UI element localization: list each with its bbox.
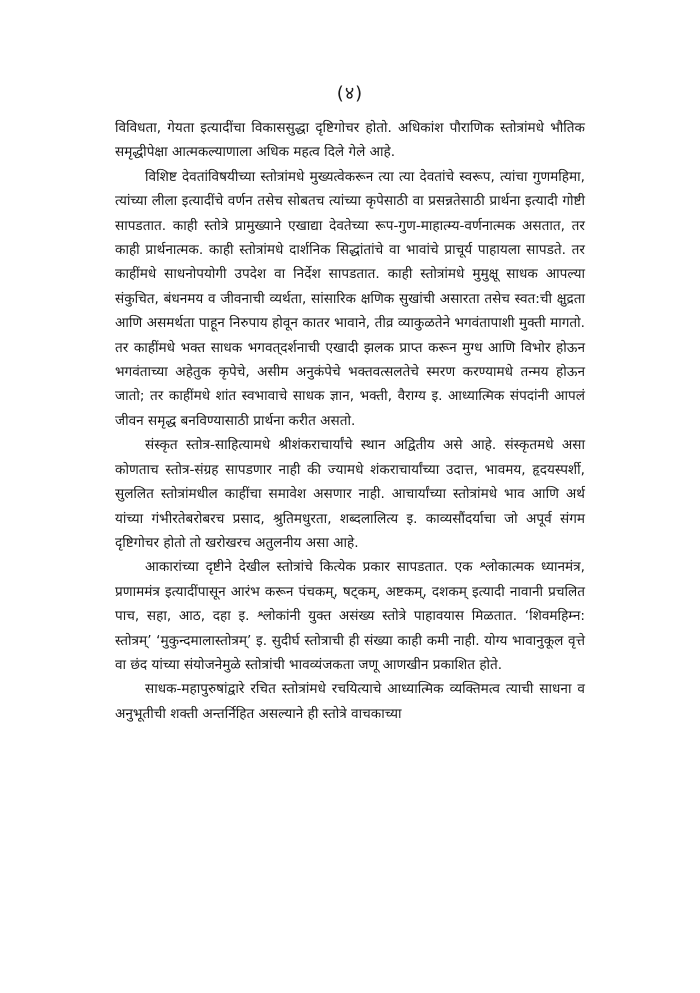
paragraph: साधक-महापुरुषांद्वारे रचित स्तोत्रांमधे रचयित्याचे आध्यात्मिक व्यक्तिमत्व त्याची साधना व अनुभूतीची शक्ती अन्तर्निहित असल्याने ही स्तोत्रे वाचकाच्या <box>115 681 585 722</box>
paragraph: विविधता, गेयता इत्यादींचा विकाससुद्धा दृष्टिगोचर होतो. अधिकांश पौराणिक स्तोत्रांमधे भौतिक समृद्धीपेक्षा आत्मकल्याणाला अधिक महत्व दिले गेले आहे. <box>115 120 585 161</box>
paragraph: संस्कृत स्तोत्र-साहित्यामधे श्रीशंकराचार्यांचे स्थान अद्वितीय असे आहे. संस्कृतमधे असा कोणताच स्तोत्र-संग्रह सापडणार नाही की ज्यामधे शंकराचार्यांच्या उदात्त, भावमय, हृदयस्पर्शी, सुललित स्तोत्रांमधील काहींचा समावेश असणार नाही. आचार्यांच्या स्तोत्रांमधे भाव आणि अर्थ यांच्या गंभीरतेबरोबरच प्रसाद, श्रुतिमधुरता, शब्दलालित्य इ. काव्यसौंदर्याचा जो अपूर्व संगम दृष्टिगोचर होतो तो खरोखरच अतुलनीय असा आहे. <box>115 437 585 551</box>
page-number: (४) <box>336 83 364 104</box>
body-text <box>115 116 585 726</box>
paragraph: विशिष्ट देवतांविषयीच्या स्तोत्रांमधे मुख्यत्वेकरून त्या त्या देवतांचे स्वरूप, त्यांचा गुणमहिमा, त्यांच्या लीला इत्यादींचे वर्णन तसेच सोबतच त्यांच्या कृपेसाठी वा प्रसन्नतेसाठी प्रार्थना इत्यादी गोष्टी सापडतात. काही स्तोत्रे प्रामुख्याने एखाद्या देवतेच्या रूप-गुण-माहात्म्य-वर्णनात्मक असतात, तर काही प्रार्थनात्मक. काही स्तोत्रांमधे दार्शनिक सिद्धांतांचे वा भावांचे प्राचूर्य पाहायला सापडते. तर काहींमधे साधनोपयोगी उपदेश वा निर्देश सापडतात. काही स्तोत्रांमधे मुमुक्षू साधक आपल्या संकुचित, बंधनमय व जीवनाची व्यर्थता, सांसारिक क्षणिक सुखांची असारता तसेच स्वत:ची क्षुद्रता आणि असमर्थता पाहून निरुपाय होवून कातर भावाने, तीव्र व्याकुळतेने भगवंतापाशी मुक्ती मागतो. तर काहींमधे भक्त साधक भगवत्‌दर्शनाची एखादी झलक प्राप्त करून मुग्ध आणि विभोर होऊन भगवंताच्या अहेतुक कृपेचे, असीम अनुकंपेचे भक्तवत्सलतेचे स्मरण करण्यामधे तन्मय होऊन जातो; तर काहींमधे शांत स्वभावाचे साधक ज्ञान, भक्ती, वैराग्य इ. आध्यात्मिक संपदांनी आपलं जीवन समृद्ध बनविण्यासाठी प्रार्थना करीत असतो. <box>115 168 585 429</box>
paragraph: आकारांच्या दृष्टीने देखील स्तोत्रांचे कित्येक प्रकार सापडतात. एक श्लोकात्मक ध्यानमंत्र, प्रणाममंत्र इत्यादींपासून आरंभ करून पंचकम्, षट्कम्, अष्टकम्, दशकम् इत्यादी नावानी प्रचलित पाच, सहा, आठ, दहा इ. श्लोकांनी युक्त असंख्य स्तोत्रे पाहावयास मिळतात. ‘शिवमहिम्न: स्तोत्रम्’ ‘मुकुन्दमालास्तोत्रम्’ इ. सुदीर्घ स्तोत्राची ही संख्या काही कमी नाही. योग्य भावानुकूल वृत्ते वा छंद यांच्या संयोजनेमुळे स्तोत्रांची भावव्यंजकता जणू आणखीन प्रकाशित होते. <box>115 559 585 673</box>
